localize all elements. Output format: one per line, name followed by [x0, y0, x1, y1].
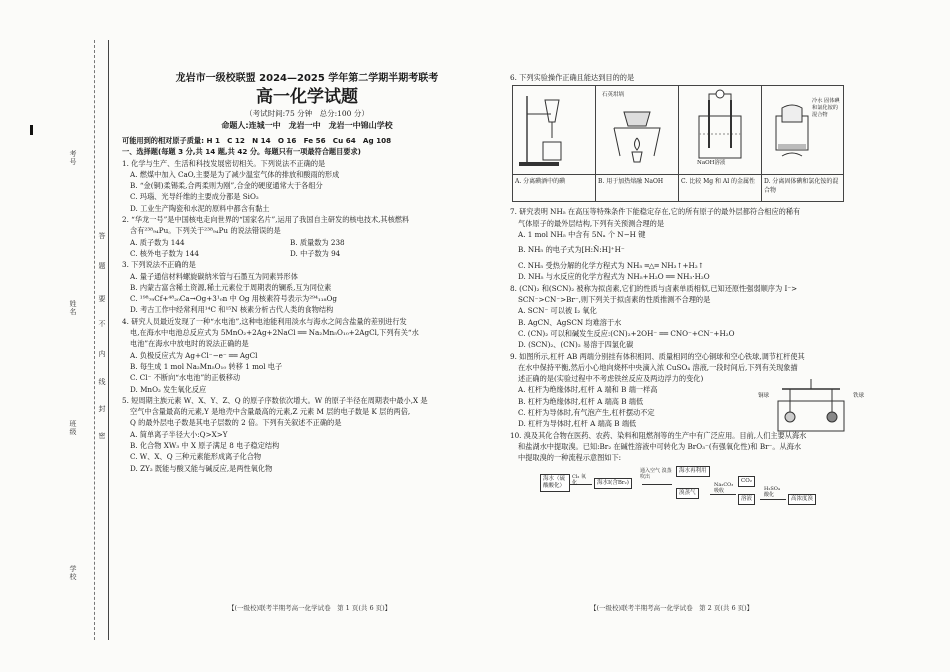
- question-7: 7. 研究表明 NH₅ 在高压等特殊条件下能稳定存在,它的所有原子的最外层都符合相应的稀有: [510, 207, 801, 217]
- question-8: 8. (CN)₂ 和(SCN)₂ 被称为拟卤素,它们的性质与卤素单质相似,已知还原性强弱顺序为 I⁻>: [510, 283, 798, 293]
- q9-option-d: D. 杠杆为导体时,杠杆 A 端高 B 端低: [518, 419, 637, 429]
- exam-header: 龙岩市一级校联盟 2024—2025 学年第二学期半期考联考: [175, 73, 439, 84]
- footer-page-2: 【(一级校)联考半期考高一化学试卷 第 2 页(共 6 页)】: [590, 604, 754, 612]
- question-4-cont-2: 电池”在海水中放电时的说法正确的是: [130, 339, 249, 349]
- flow-step-absorb: Na₂CO₃ 吸收: [714, 481, 734, 494]
- question-5-cont-2: Q 的最外层电子数是其电子层数的 2 倍。下列有关叙述不正确的是: [130, 418, 342, 428]
- question-10-cont-1: 和盐湖水中提取溴。已知:Br₂ 在碱性溶液中可转化为 BrO₃⁻(有强氧化性)和 Br⁻。从海水: [518, 441, 802, 451]
- seal-text-6: 线: [98, 378, 106, 386]
- question-4: 4. 研究人员最近发现了一种“水电池”,这种电池能利用淡水与海水之间含盐量的差别进行发: [122, 316, 407, 326]
- q8-option-d: D. (SCN)₂、(CN)₂ 易溶于四氯化碳: [518, 340, 634, 350]
- q4-option-d: D. MnO₂ 发生氧化反应: [130, 384, 207, 394]
- right-column: [510, 72, 864, 506]
- binding-mark: [30, 125, 33, 135]
- flow-co2: CO₂: [738, 476, 755, 487]
- q8-option-b: B. AgCN、AgSCN 均难溶于水: [518, 317, 622, 327]
- seal-text-3: 不: [98, 320, 106, 328]
- exam-authors: 命题人:连城一中 龙岩一中 龙岩一中锦山学校: [221, 121, 393, 130]
- q3-option-b: B. 内蒙古富含稀土资源,稀土元素位于周期表的镧系,互为同位素: [130, 282, 332, 292]
- flow-step-blow: 通入空气 溴蒸吹出: [640, 467, 672, 480]
- seal-text-2: 题: [98, 262, 106, 270]
- experiment-d-label: 冷水 固体碘和氯化铵的混合物: [812, 98, 840, 119]
- q2-options-row-2: [122, 248, 492, 259]
- exam-title: 高一化学试题: [256, 87, 358, 107]
- seal-text-8: 密: [98, 432, 106, 440]
- q3-option-c: C. ¹⁹⁸₇₉Cf+⁴⁸₂₀Ca→Og+3¹₀n 中 Og 用核素符号表示为²⁹⁴₁₁₈Og: [130, 294, 338, 304]
- experiment-c-label: NaOH溶液: [697, 160, 726, 167]
- q2-options-row-1: [122, 237, 492, 248]
- q7-option-a: A. 1 mol NH₅ 中含有 5Nₐ 个 N−H 键: [518, 229, 646, 239]
- separatory-funnel-icon: [513, 86, 595, 174]
- q5-option-b: B. 化合物 XW₃ 中 X 原子满足 8 电子稳定结构: [130, 441, 280, 451]
- flow-seawater: 海水（硫酸酸化）: [540, 474, 570, 492]
- q1-option-a: A. 燃煤中加入 CaO,主要是为了减少温室气体的排放和酸雨的形成: [130, 169, 340, 179]
- q1-option-d: D. 工业生产陶瓷和水泥的原料中都含有黏土: [130, 203, 270, 213]
- q8-option-a: A. SCN⁻ 可以被 I₂ 氧化: [518, 306, 597, 316]
- q2-option-a: A. 质子数为 144: [130, 237, 185, 247]
- experiment-c-caption: C. 比较 Mg 和 Al 的金属性: [681, 177, 756, 185]
- question-10-cont-2: 中提取溴的一种流程示意图如下:: [518, 453, 622, 463]
- q2-option-c: C. 核外电子数为 144: [130, 248, 199, 258]
- question-8-cont: SCN⁻>CN⁻>Br⁻,则下列关于拟卤素的性质推测不合理的是: [518, 295, 711, 305]
- q9-option-a: A. 杠杆为绝缘体时,杠杆 A 端和 B 端一样高: [518, 385, 658, 395]
- flow-high-conc-bromine: 高浓度溴: [788, 494, 816, 505]
- flow-bromine-vapor: 溴蒸气: [676, 488, 699, 499]
- q7-option-d: D. NH₅ 与水反应的化学方程式为 NH₅+H₂O ══ NH₃·H₂O: [518, 272, 710, 282]
- question-2: 2. “华龙一号”是中国核电走向世界的“国家名片”,运用了我国自主研发的核电技术,其核燃料: [122, 215, 410, 225]
- experiment-table: [512, 85, 844, 202]
- footer-page-1: 【(一级校)联考半期考高一化学试卷 第 1 页(共 6 页)】: [228, 604, 392, 612]
- experiment-c: [679, 86, 762, 201]
- flow-arrow-3: [710, 494, 736, 495]
- experiment-d: [762, 86, 844, 201]
- experiment-b-label: 石英坩埚: [602, 92, 625, 99]
- q9-option-b: B. 杠杆为绝缘体时,杠杆 A 端高 B 端低: [518, 396, 644, 406]
- label-exam-number: 考号: [69, 150, 77, 166]
- label-name: 姓名: [69, 300, 77, 316]
- section-1-title: 一、选择题(每题 3 分,共 14 题,共 42 分。每题只有一项最符合题目要求): [122, 147, 361, 157]
- question-6: 6. 下列实验操作正确且能达到目的的是: [510, 73, 635, 82]
- q8-option-c: C. (CN)₂ 可以和碱发生反应:(CN)₂+2OH⁻ ══ CNO⁻+CN⁻+H₂O: [518, 328, 735, 338]
- q4-option-c: C. Cl⁻ 不断向“水电池”的正极移动: [130, 373, 241, 383]
- question-9-cont-2: 述正确的是(实验过程中不考虑铁丝反应及两边浮力的变化): [518, 374, 704, 384]
- experiment-b: [596, 86, 679, 201]
- flow-arrow-2: [642, 484, 672, 485]
- question-3: 3. 下列说法不正确的是: [122, 260, 196, 270]
- question-7-cont: 气体原子的最外层结构,下列有关预测合理的是: [518, 218, 665, 228]
- flow-seawater-1: 海水Ⅰ(含Br₂): [594, 478, 632, 489]
- binding-dashed-line: [94, 40, 95, 640]
- question-4-cont-1: 电,在海水中电池总反应式为 5MnO₂+2Ag+2NaCl ══ Na₂Mn₅O₁₀+2AgCl,下列有关“水: [130, 328, 419, 338]
- q1-option-b: B. “金(铜)柔锡柔,合两柔则为刚”,合金的硬度通常大于各组分: [130, 181, 323, 191]
- bromine-flowchart: [510, 466, 840, 506]
- question-9-block: [510, 373, 864, 429]
- q9-option-c: C. 杠杆为导体时,有气泡产生,杠杆摆动不定: [518, 408, 655, 418]
- sublimation-apparatus-icon: [762, 86, 844, 174]
- question-5: 5. 短周期主族元素 W、X、Y、Z、Q 的原子序数依次增大。W 的原子半径在周期表中最小,X 是: [122, 395, 428, 405]
- experiment-b-caption: B. 用于加热熔融 NaOH: [598, 177, 664, 185]
- atomic-masses: 可能用到的相对原子质量: H 1 C 12 N 14 O 16 Fe 56 Cu 64 Ag 108: [122, 136, 392, 145]
- flow-arrow-4: [760, 499, 786, 500]
- q4-option-a: A. 负极反应式为 Ag+Cl⁻−e⁻ ══ AgCl: [130, 350, 258, 360]
- seal-text-5: 内: [98, 350, 106, 358]
- experiment-a: [513, 86, 596, 201]
- label-school: 学校: [69, 565, 77, 581]
- seal-text-1: 答: [98, 232, 106, 240]
- question-10: 10. 溴及其化合物在医药、农药、染料和阻燃剂等的生产中有广泛应用。目前,人们主要从海水: [510, 430, 807, 440]
- q7-option-b: B. NH₅ 的电子式为[H:N̈:H]⁺H⁻: [518, 245, 625, 255]
- q4-option-b: B. 每生成 1 mol Na₂Mn₅O₁₀ 转移 1 mol 电子: [130, 361, 283, 371]
- question-5-cont-1: 空气中含量最高的元素,Y 是地壳中含量最高的元素,Z 元素 M 层的电子数是 K 层的两倍,: [130, 407, 411, 417]
- label-class: 班级: [69, 420, 77, 436]
- seal-text-7: 封: [98, 405, 106, 413]
- flow-step-acidify: H₂SO₄ 酸化: [764, 485, 780, 498]
- experiment-d-caption: D. 分离固体碘和氯化铵的混合物: [764, 177, 839, 194]
- question-1: 1. 化学与生产、生活和科技发展密切相关。下列说法不正确的是: [122, 158, 326, 168]
- q5-option-c: C. W、X、Q 三种元素能形成离子化合物: [130, 452, 262, 462]
- question-2-cont: 含有²³⁸₉₄Pu。下列关于²³⁸₉₄Pu 的说法错误的是: [130, 226, 281, 236]
- copper-ball-label: 铜球: [758, 393, 770, 400]
- question-9: 9. 如图所示,杠杆 AB 两端分别挂有体积相同、质量相同的空心铜球和空心铁球,调节杠杆使其: [510, 351, 805, 361]
- q3-option-a: A. 量子通信材料螺旋碳纳米管与石墨互为同素异形体: [130, 271, 298, 281]
- experiment-a-caption: A. 分离碘酒中的碘: [515, 177, 566, 185]
- question-9-cont-1: 在水中保持平衡,然后小心地向烧杯中央滴入浓 CuSO₄ 溶液,一段时间后,下列有关现象描: [518, 362, 798, 372]
- q7-option-c: C. NH₅ 受热分解的化学方程式为 NH₅ ═△═ NH₃↑+H₂↑: [518, 261, 704, 271]
- left-column: [122, 72, 492, 474]
- galvanic-cell-icon: [679, 86, 761, 174]
- q5-option-a: A. 简单离子半径大小:Q>X>Y: [130, 429, 228, 439]
- q2-option-d: D. 中子数为 94: [290, 248, 341, 258]
- q3-option-d: D. 考古工作中经常利用¹⁴C 和¹⁵N 核素分析古代人类的食物结构: [130, 305, 334, 315]
- q5-option-d: D. ZY₂ 既能与酸又能与碱反应,是两性氧化物: [130, 463, 273, 473]
- flow-reuse: 海水再利用: [676, 466, 710, 477]
- exam-meta: （考试时间:75 分钟 总分:100 分）: [245, 109, 369, 118]
- flow-step-oxidize: Cl₂ 氧化: [572, 473, 587, 486]
- q2-option-b: B. 质量数为 238: [290, 237, 345, 247]
- q1-option-c: C. 玛瑙、光导纤维的主要成分都是 SiO₂: [130, 192, 259, 202]
- lever-diagram: [758, 377, 864, 433]
- crucible-heating-icon: [596, 86, 678, 174]
- binding-solid-line: [108, 40, 109, 640]
- flow-solution: 溶液: [738, 494, 755, 505]
- iron-ball-label: 铁球: [852, 393, 864, 400]
- seal-text-4: 要: [98, 295, 106, 303]
